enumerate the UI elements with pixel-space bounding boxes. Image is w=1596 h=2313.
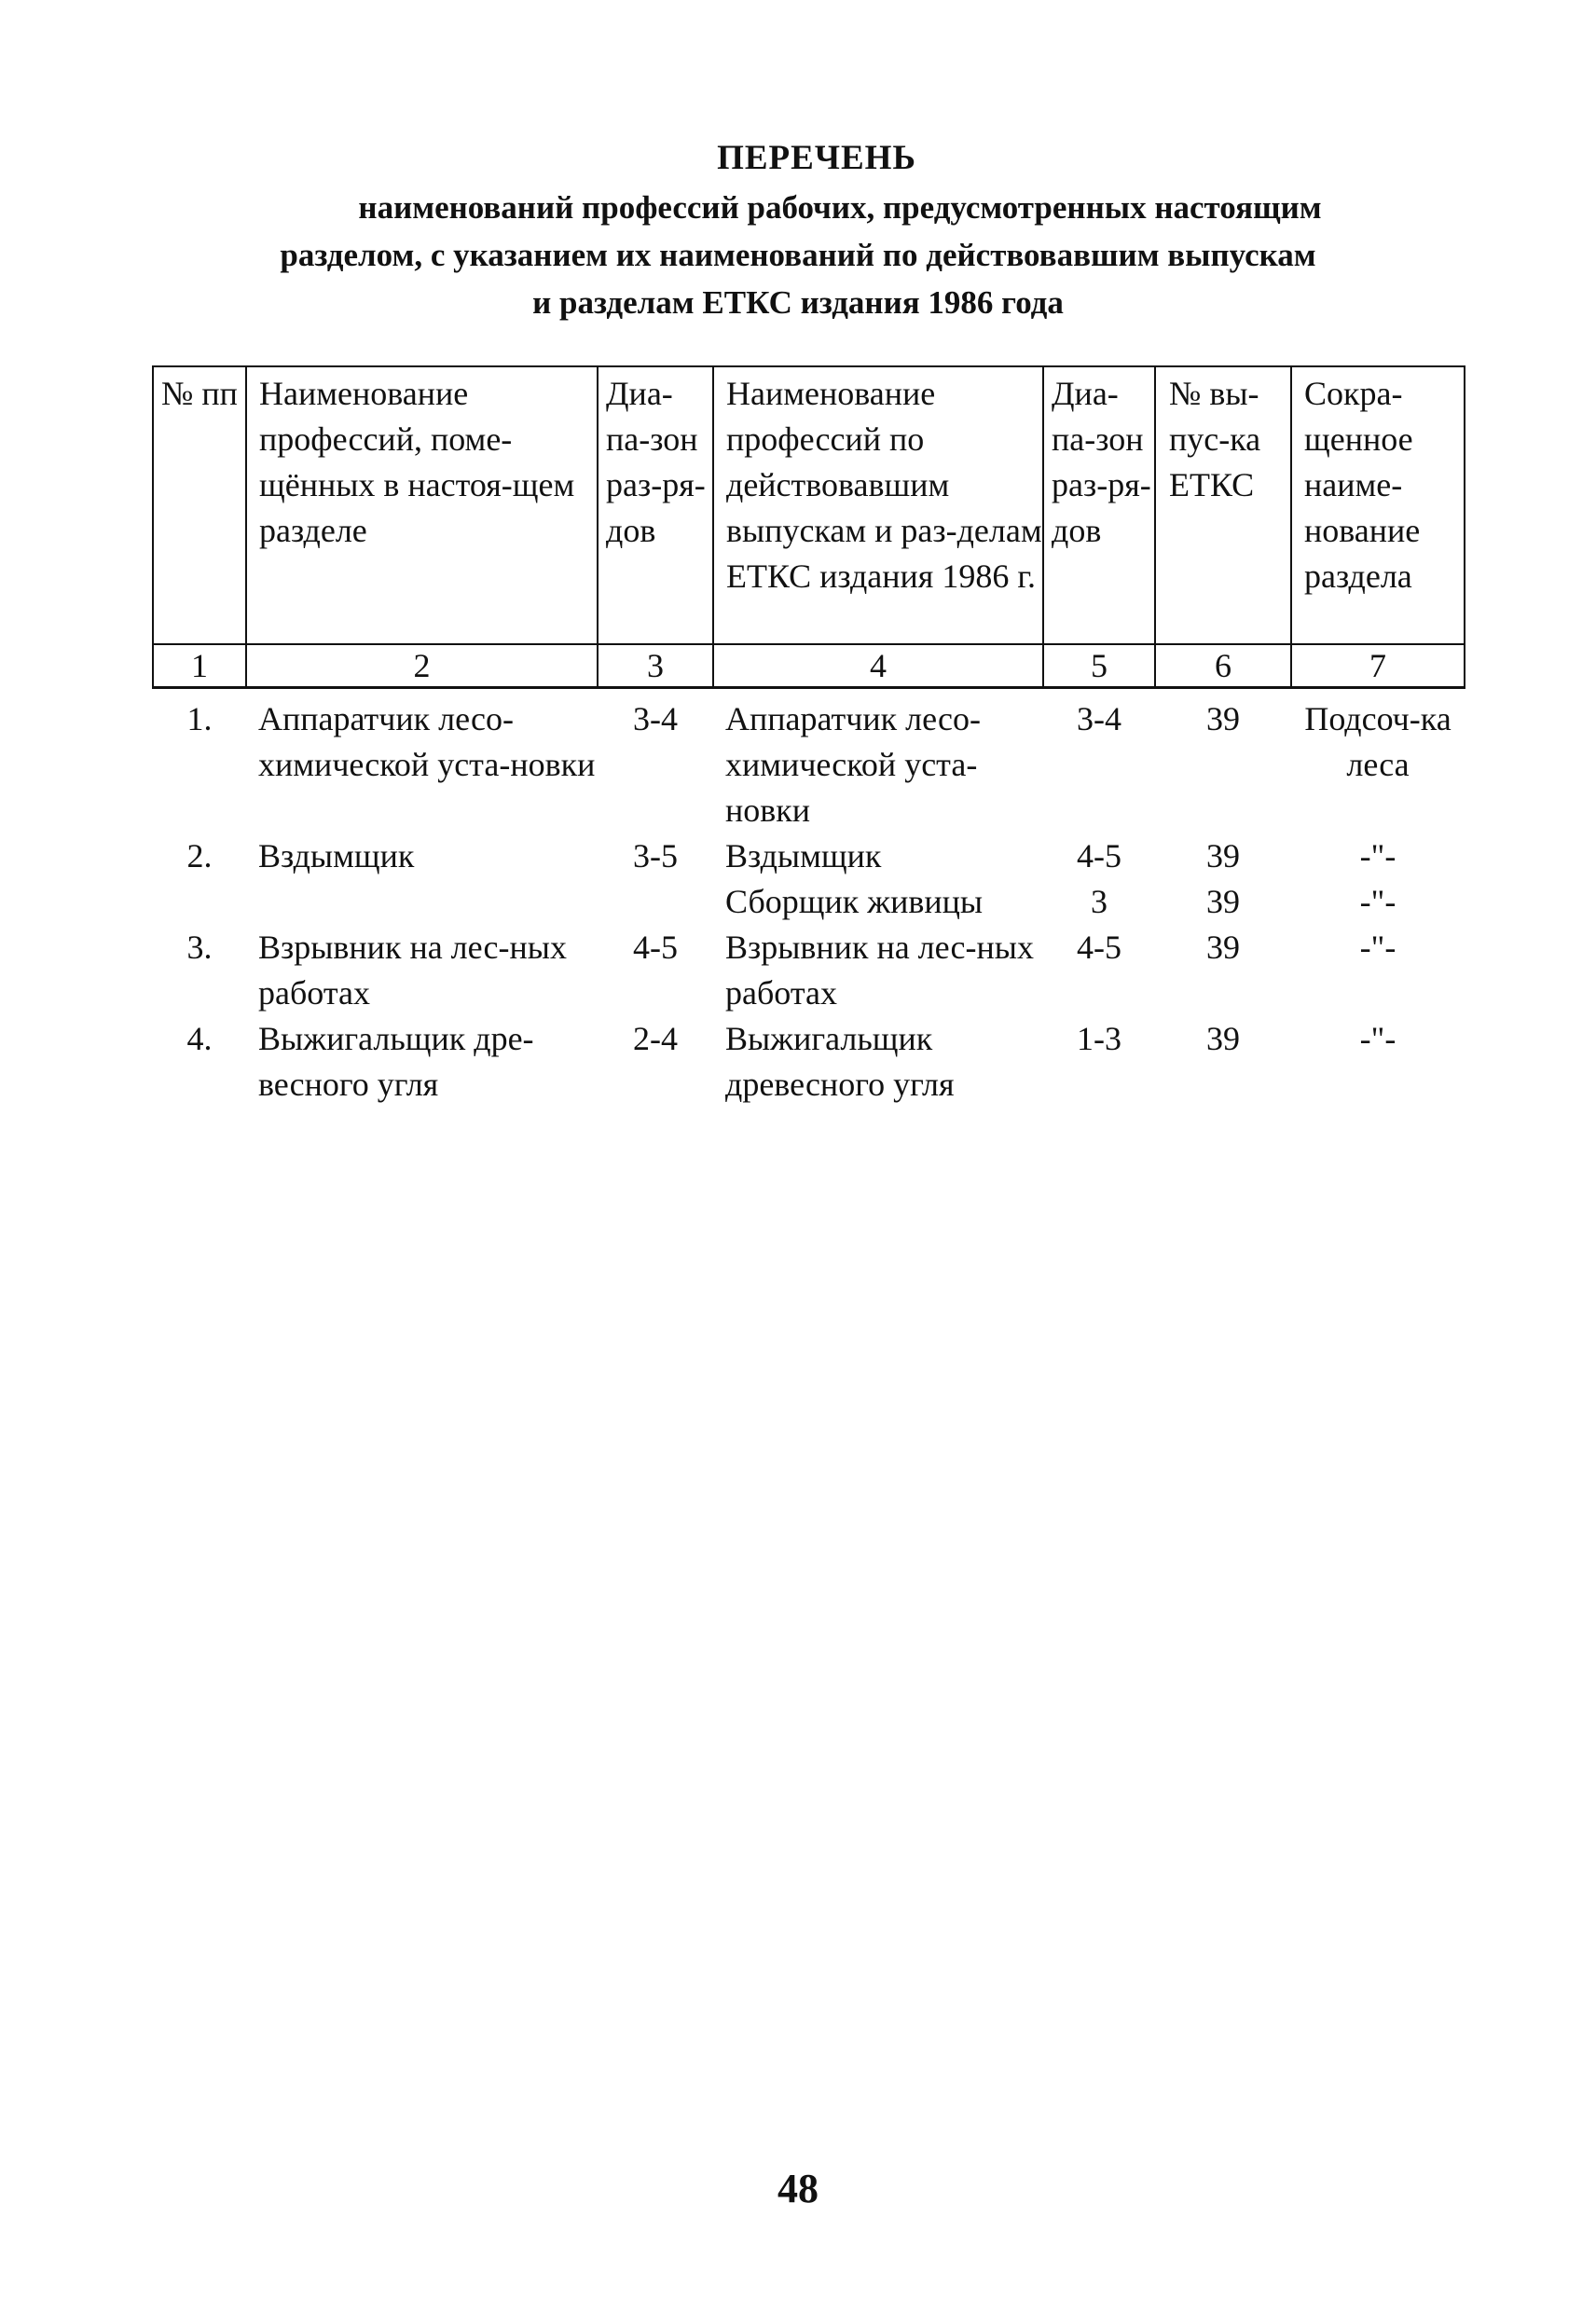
row-profession: Выжигальщик дре-весного угля [258, 1020, 534, 1103]
row-range [598, 879, 713, 925]
row-old-profession: Вздымщик [725, 837, 882, 874]
header-old-range: Диа-па-зон раз-ря-дов [1043, 366, 1155, 644]
table-row [153, 925, 1465, 1016]
column-number: 7 [1291, 644, 1465, 688]
row-old-profession: Аппаратчик лесо-химической уста-новки [725, 700, 981, 829]
column-number: 5 [1043, 644, 1155, 688]
row-number: 3. [186, 929, 213, 966]
row-old-range: 4-5 [1077, 929, 1121, 966]
row-section: -"- [1359, 929, 1396, 966]
table-row [153, 833, 1465, 879]
row-issue: 39 [1206, 1020, 1240, 1057]
row-range: 3-5 [633, 837, 678, 874]
page-number: 48 [777, 2166, 819, 2211]
row-section: Подсоч-ка леса [1304, 700, 1452, 783]
row-section: -"- [1359, 837, 1396, 874]
row-old-range: 3-4 [1077, 700, 1121, 737]
row-old-profession: Выжигальщик древесного угля [725, 1020, 955, 1103]
table-row [153, 1016, 1465, 1108]
row-number: 4. [186, 1020, 213, 1057]
row-profession: Вздымщик [258, 837, 415, 874]
row-number: 1. [186, 700, 213, 737]
table-header-row [153, 366, 1465, 644]
header-issue: № вы-пус-ка ЕТКС [1155, 366, 1291, 644]
row-old-range: 3 [1091, 883, 1108, 920]
row-issue: 39 [1206, 700, 1240, 737]
professions-table [152, 365, 1465, 1108]
header-range: Диа-па-зон раз-ря-дов [598, 366, 713, 644]
document-subtitle-line-2: разделом, с указанием их наименований по действовавшим выпускам [280, 237, 1316, 273]
header-section: Сокра-щенное наиме-нование раздела [1291, 366, 1465, 644]
table-row [153, 688, 1465, 834]
column-number: 4 [713, 644, 1043, 688]
row-profession: Аппаратчик лесо-химической уста-новки [258, 700, 596, 783]
row-section: -"- [1359, 883, 1396, 920]
table-row [153, 879, 1465, 925]
row-number [153, 879, 246, 925]
row-profession: Взрывник на лес-ных работах [258, 929, 567, 1012]
row-issue: 39 [1206, 929, 1240, 966]
row-range: 2-4 [633, 1020, 678, 1057]
header-number: № пп [153, 366, 246, 644]
row-old-range: 4-5 [1077, 837, 1121, 874]
row-range: 4-5 [633, 929, 678, 966]
row-section: -"- [1359, 1020, 1396, 1057]
column-number: 3 [598, 644, 713, 688]
row-old-range: 1-3 [1077, 1020, 1121, 1057]
column-number: 6 [1155, 644, 1291, 688]
header-old-profession: Наименование профессий по действовавшим выпускам и раз-делам ЕТКС издания 1986 г. [713, 366, 1043, 644]
column-number-row [153, 644, 1465, 688]
document-subtitle-line-3: и разделам ЕТКС издания 1986 года [532, 284, 1064, 321]
header-profession: Наименование профессий, поме-щённых в настоя-щем разделе [246, 366, 598, 644]
column-number: 1 [153, 644, 246, 688]
row-issue: 39 [1206, 837, 1240, 874]
row-range: 3-4 [633, 700, 678, 737]
column-number: 2 [246, 644, 598, 688]
row-profession [246, 879, 598, 925]
row-old-profession: Взрывник на лес-ных работах [725, 929, 1034, 1012]
row-old-profession: Сборщик живицы [725, 883, 984, 920]
row-number: 2. [186, 837, 213, 874]
document-title: ПЕРЕЧЕНЬ [717, 139, 916, 177]
document-subtitle-line-1: наименований профессий рабочих, предусмотренных настоящим [358, 189, 1322, 226]
row-issue: 39 [1206, 883, 1240, 920]
